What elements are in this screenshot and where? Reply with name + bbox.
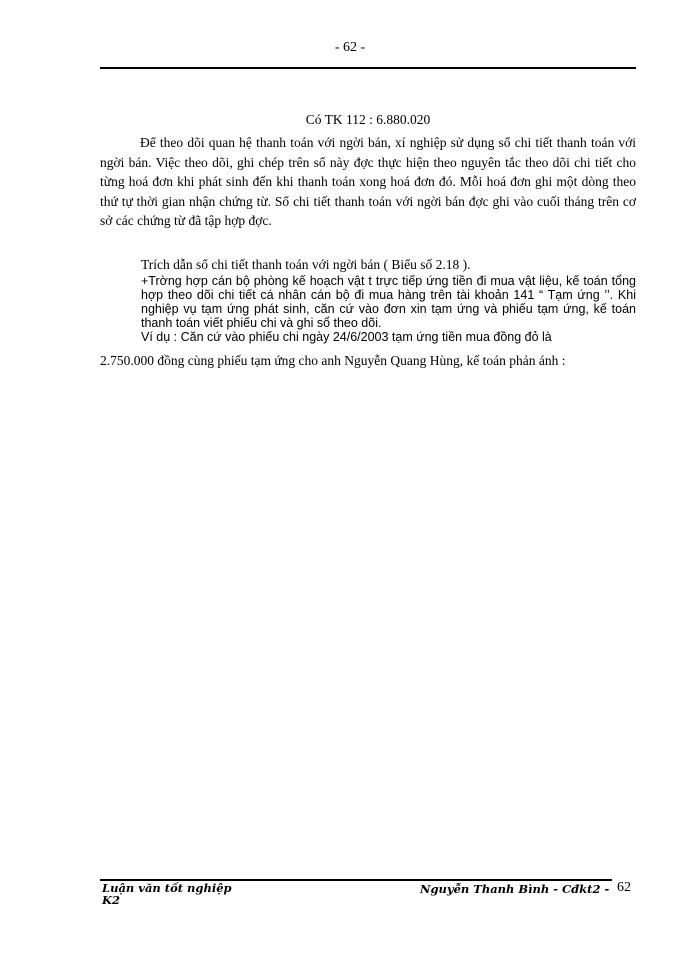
paragraph-payables-ledger: Để theo dõi quan hệ thanh toán với ngời bán, xí nghiệp sử dụng sổ chi tiết thanh toán với ngời bán. Việc theo dõi, ghi chép trên sổ này đợc thực hiện theo nguyên tắc theo dõi chi tiết cho từng hoá đơn khi phát sinh đến khi thanh toán xong hoá đơn đó. Mỗi hoá đơn ghi một dòng theo thứ tự thời gian nhận chứng từ. Sổ chi tiết thanh toán với ngời bán đợc ghi vào cuối tháng trên cơ sở các chứng từ đã tập hợp đợc.	[100, 135, 636, 228]
page-number-footer: 62	[617, 880, 631, 895]
example-continuation: 2.750.000 đồng cùng phiếu tạm ứng cho anh Nguyễn Quang Hùng, kế toán phản ánh :	[100, 353, 566, 368]
example-start: Ví dụ : Căn cứ vào phiếu chi ngày 24/6/2003 tạm ứng tiền mua đồng đỏ là	[141, 330, 552, 344]
footer-author: Nguyễn Thanh Bình - Cđkt2 -	[420, 882, 610, 896]
footer-thesis-line2: K2	[102, 893, 120, 907]
footer-thesis-line1: Luận văn tốt nghiệp	[102, 881, 232, 895]
page-number-header: - 62 -	[334, 40, 366, 55]
case-block	[141, 274, 636, 344]
header-rule	[100, 67, 636, 69]
account-line: Có TK 112 : 6.880.020	[305, 112, 431, 127]
intro-line: Trích dẫn sổ chi tiết thanh toán với ngời bán ( Biểu số 2.18 ).	[141, 257, 471, 272]
footer-thesis-label	[102, 882, 232, 906]
case-paragraph: +Trờng hợp cán bộ phòng kế hoạch vật t trực tiếp ứng tiền đi mua vật liệu, kế toán tổng hợp theo dõi chi tiết cá nhân cán bộ đi mua hàng trên tài khoản 141 “ Tạm ứng ’’. Khi nghiệp vụ tạm ứng phát sinh, căn cứ vào đơn xin tạm ứng và phiếu tạm ứng, kế toán thanh toán viết phiếu chi và ghi sổ theo dõi.	[141, 274, 636, 330]
